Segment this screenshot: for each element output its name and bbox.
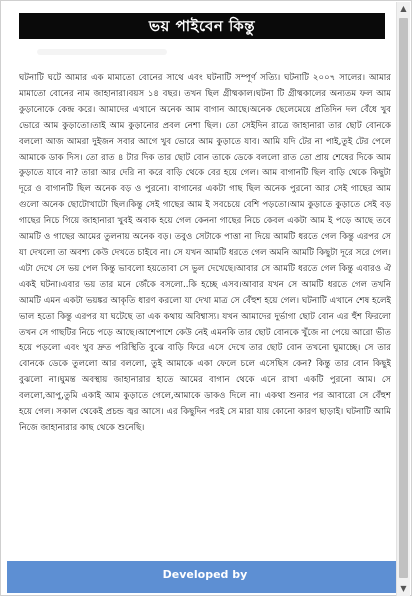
vertical-scrollbar[interactable] <box>396 2 410 596</box>
scroll-thumb[interactable] <box>399 18 408 578</box>
scroll-up-arrow-icon[interactable]: ▲ <box>400 4 407 13</box>
footer-label: Developed by <box>162 568 248 581</box>
scroll-down-arrow-icon[interactable]: ▼ <box>400 584 407 593</box>
story-view <box>7 5 399 593</box>
story-body: ঘটনাটি ঘটে আমার এক মামাতো বোনের সাথে এবং ঘটনাটি সম্পূর্ণ সত্যি। ঘটনাটি ২০০৭ সালের। আমার মামাতো বোনের নাম জাহানারা।বয়স ১৪ বছর। তখন ছিল গ্রীষ্মকাল।ঘটনা টি গ্রীষ্মকালের অন্যতম ফল আম কুড়ানোকে কেন্দ্র করে। আমাদের এখানে অনেক আম বাগান আছে।অনেক ছেলেমেয়ে প্রতিদিন দল বেঁধে খুব ভোরে আম কুড়াতো।তাই আম কুড়ানোর প্রবল নেশা ছিল। তো সেইদিন রাত্রে জাহানারা তার ছোট বোনকে বললো আজ আমরা দুইজন সবার আগে খুব ভোরে আম কুড়াতে যাব। আমি যদি টের না পাই,তুই টের পেলে আমাকে ডাক দিস। তো রাত ৪ টার দিক তার ছোট বোন তাকে ডেকে বললো রাত তো প্রায় শেষের দিকে আম কুড়াতে যাবে না? তারা আর দেরি না করে বাড়ি থেকে বের হয়ে গেল। আম বাগানটি ছিল বাড়ি থেকে কিছুটা দূরে ও বাগানটি ছিল অনেক বড় ও পুরনো। বাগানের একটা গাছ ছিল অনেক পুরনো আর সেই গাছের আম গুলো অনেক ছোটোখাটো ছিল।কিন্তু সেই গাছের আম ই সবচেয়ে বেশি পড়তো।আম কুড়াতে কুড়াতে সেই বড় গাছের নিচে গিয়ে জাহানারা খুবই অবাক হয়ে গেল কেননা গাছের নিচে কেবল একটা আম ই পড়ে আছে তবে আমটি ও গাছের আমের তুলনায় অনেক বড়। তবুও সেটাকে পাত্তা না দিয়ে আমটি ধরতে গেল কিন্তু এরপর সে যা দেখলো তা অবশ্য কেউ দেখতে চাইবে না। সে যখন আমটি ধরতে গেল অমনি আমটি কিছুটা দূরে সরে গেল।এটা দেখে সে ভয় পেল কিন্তু ভাবলো হয়তোবা সে ভুল দেখেছে।আবার সে আমটি ধরতে গেল কিন্তু এবারও ঐ একই ঘটনা।এবার ভয় তার মনে জেঁকে বসলো..কি হচ্ছে এসব।আবার যখন সে আমটি ধরতে গেল তখনি আমটি এমন একটা ভয়ঙ্কর আকৃতি ধারণ করলো যা দেখা মাত্র সে বেঁহুশ হয়ে গেল। ঘটনাটি এখানে শেষ হলেই ভাল হতো কিন্তু এরপর যা ঘটেছে তা এক কথায় অবিশ্বাস্য। যখন আমাদের দুর্ভাগা ছোট বোন এর হুঁশ ফিরলো তখন সে গাছটির নিচে পড়ে আছে।আশেপাশে কেউ নেই এমনকি তার ছোট বোনকে খুঁজে না পেয়ে আরো ভীত হয়ে পড়লো এবং খুব দ্রুত পরিস্থিতি বুঝে বাড়ি ফিরে এসে দেখে তার ছোট বোন তখনো ঘুমাচ্ছে। সে তার বোনকে ডেকে তুললো আর বললো, তুই আমাকে একা ফেলে চলে এসেছিস কেন? কিন্তু তার বোন কিছুই বুঝলো না।ঘুমন্ত অবস্থায় জাহানারার হাতে আমের বাগান থেকে এনে রাখা একটি পুরনো আম। সে বললো,আপু,তুমি একাই আম কুড়াতে গেলে,আমাকে ডাকও দিলে না। একথা শুনার পর আবারো সে বেঁহুশ হয়ে গেল। সকাল থেকেই প্রচন্ড জ্বর আসে। এর কিছুদিন পরই সে মারা যায় কোনো কারণ ছাড়াই। ঘটনাটি আমি নিজে জাহানারার কাছ থেকে শুনেছি। <box>19 73 391 433</box>
story-title: ভয় পাইবেন কিন্তু <box>19 13 385 39</box>
developed-by-footer[interactable] <box>7 561 403 593</box>
faint-header-strip <box>37 49 167 55</box>
